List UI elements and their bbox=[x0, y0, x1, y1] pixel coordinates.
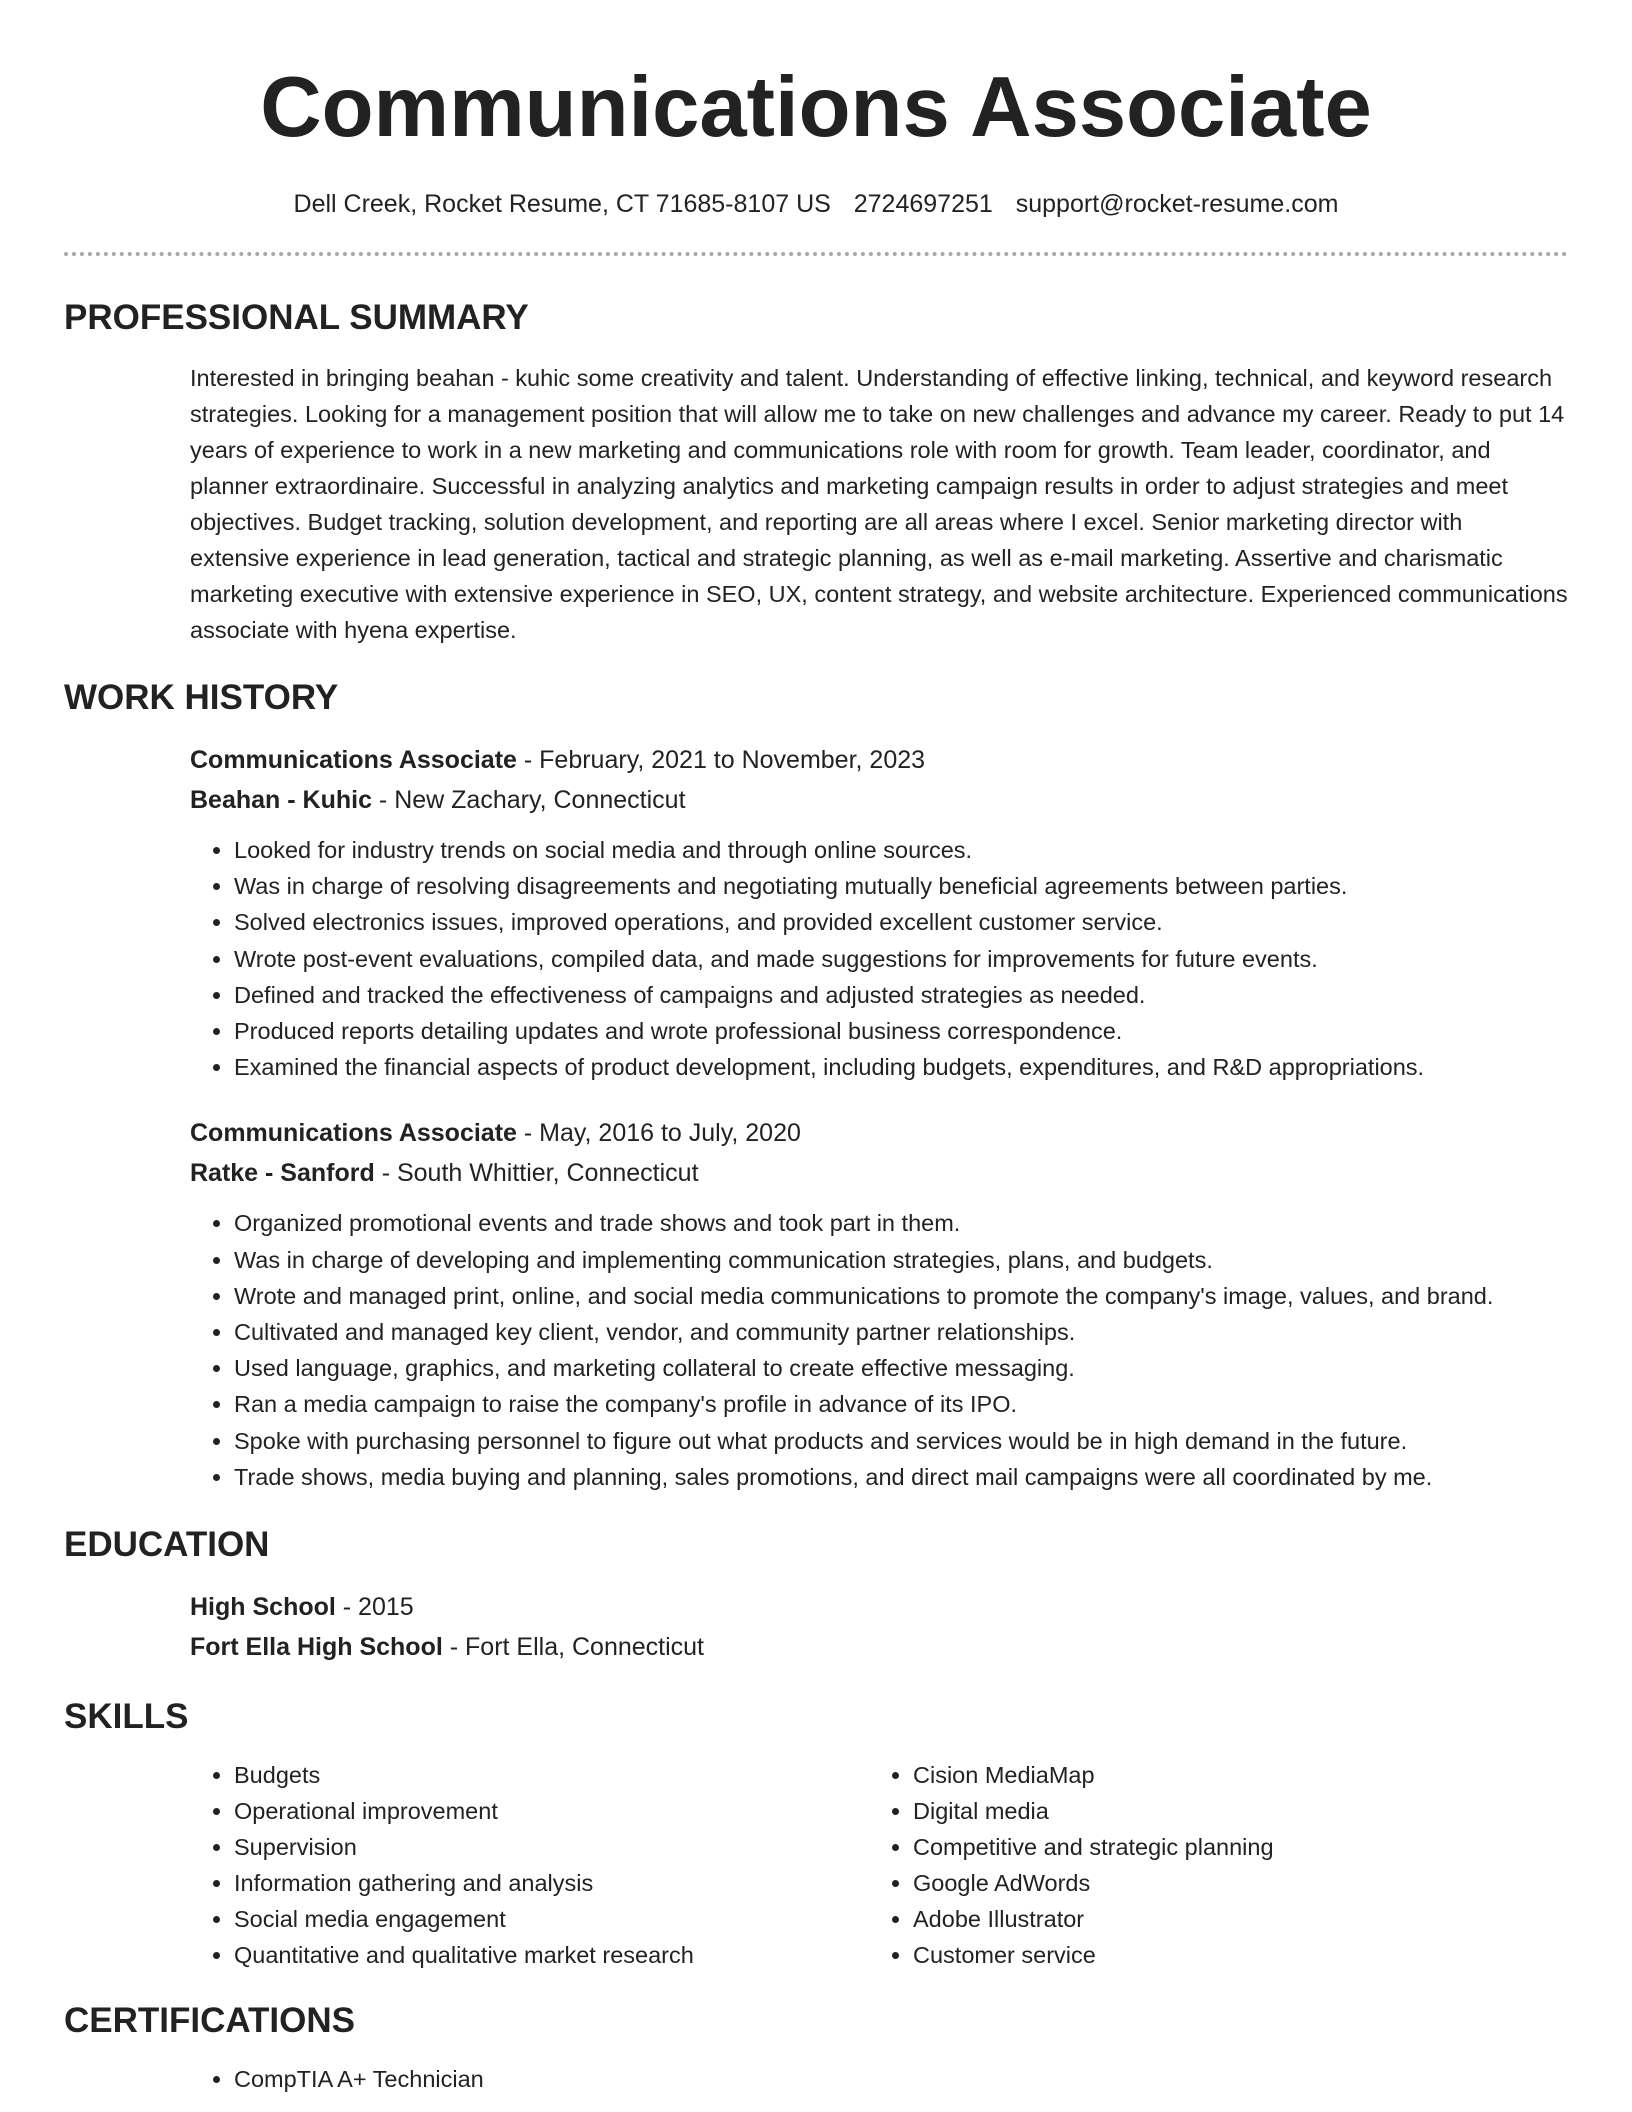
certification-item: • CompTIA A+ Technician bbox=[234, 2061, 1568, 2097]
job-company-line bbox=[190, 780, 1568, 820]
job-bullet: • Wrote post-event evaluations, compiled data, and made suggestions for improvements for future events. bbox=[234, 941, 1568, 977]
job-bullet: • Was in charge of resolving disagreements and negotiating mutually beneficial agreements between parties. bbox=[234, 868, 1568, 904]
summary-section-title: PROFESSIONAL SUMMARY bbox=[64, 298, 529, 337]
contact-line bbox=[64, 188, 1568, 220]
job-bullet: • Solved electronics issues, improved operations, and provided excellent customer service. bbox=[234, 904, 1568, 940]
skills-column-left bbox=[190, 1757, 869, 1973]
skill-item: • Information gathering and analysis bbox=[234, 1865, 869, 1901]
certifications-section bbox=[190, 2061, 1568, 2097]
job-title-line bbox=[190, 740, 1568, 780]
job-bullet: • Wrote and managed print, online, and social media communications to promote the company's image, values, and brand. bbox=[234, 1278, 1568, 1314]
job-bullet: • Ran a media campaign to raise the company's profile in advance of its IPO. bbox=[234, 1386, 1568, 1422]
job-title: Communications Associate bbox=[190, 1119, 517, 1148]
job-bullet: • Organized promotional events and trade shows and took part in them. bbox=[234, 1205, 1568, 1241]
skill-item: • Google AdWords bbox=[913, 1865, 1548, 1901]
job-dates: - May, 2016 to July, 2020 bbox=[516, 1119, 801, 1148]
summary-text: Interested in bringing beahan - kuhic some creativity and talent. Understanding of effective linking, technical, and keyword research strategies. Looking for a management position that will allow me to take on new challenges and advance my career. Ready to put 14 years of experience to work in a new marketing and communications role with room for growth. Team leader, coordinator, and planner extraordinaire. Successful in analyzing analytics and marketing campaign results in order to adjust strategies and meet objectives. Budget tracking, solution development, and reporting are all areas where I excel. Senior marketing director with extensive experience in lead generation, tactical and strategic planning, as well as e-mail marketing. Assertive and charismatic marketing executive with extensive experience in SEO, UX, content strategy, and website architecture. Experienced communications associate with hyena expertise. bbox=[190, 365, 1568, 643]
skills-column-right bbox=[869, 1757, 1548, 1973]
work-section bbox=[190, 740, 1568, 1495]
header-divider bbox=[64, 252, 1568, 256]
certifications-section-title: CERTIFICATIONS bbox=[64, 2001, 356, 2041]
job-company-line bbox=[190, 1153, 1568, 1193]
job-bullet: • Cultivated and managed key client, vendor, and community partner relationships. bbox=[234, 1314, 1568, 1350]
job-bullet: • Was in charge of developing and implementing communication strategies, plans, and budgets. bbox=[234, 1242, 1568, 1278]
education-school-line bbox=[190, 1627, 1568, 1667]
education-section bbox=[190, 1587, 1568, 1667]
job-dates: - February, 2021 to November, 2023 bbox=[516, 746, 926, 774]
skill-item: • Adobe Illustrator bbox=[913, 1901, 1548, 1937]
skill-item: • Operational improvement bbox=[234, 1793, 869, 1829]
skill-item: • Customer service bbox=[913, 1937, 1548, 1973]
job-bullet: • Used language, graphics, and marketing collateral to create effective messaging. bbox=[234, 1350, 1568, 1386]
contact-address: Dell Creek, Rocket Resume, CT 71685-8107 US bbox=[293, 190, 831, 218]
education-school: Fort Ella High School bbox=[190, 1633, 443, 1662]
job-bullets bbox=[190, 1205, 1568, 1495]
job-entry bbox=[190, 740, 1568, 1085]
job-company: Ratke - Sanford bbox=[190, 1159, 375, 1188]
job-bullet: • Looked for industry trends on social media and through online sources. bbox=[234, 832, 1568, 868]
skill-item: • Supervision bbox=[234, 1829, 869, 1865]
job-title-line bbox=[190, 1113, 1568, 1153]
education-section-title: EDUCATION bbox=[64, 1525, 270, 1565]
skill-item: • Competitive and strategic planning bbox=[913, 1829, 1548, 1865]
education-year: - 2015 bbox=[335, 1593, 414, 1622]
contact-phone: 2724697251 bbox=[853, 190, 993, 218]
education-degree: High School bbox=[190, 1593, 336, 1622]
resume-page bbox=[64, 0, 1568, 2097]
certifications-list bbox=[190, 2061, 1568, 2097]
job-title: Communications Associate bbox=[190, 746, 517, 774]
job-location: - New Zachary, Connecticut bbox=[371, 786, 686, 814]
job-bullet: • Defined and tracked the effectiveness of campaigns and adjusted strategies as needed. bbox=[234, 977, 1568, 1013]
job-bullet: • Spoke with purchasing personnel to figure out what products and services would be in high demand in the future. bbox=[234, 1423, 1568, 1459]
summary-section bbox=[190, 360, 1568, 648]
job-bullet: • Examined the financial aspects of product development, including budgets, expenditures, and R&D appropriations. bbox=[234, 1049, 1568, 1085]
skills-section bbox=[190, 1757, 1568, 1973]
job-bullets bbox=[190, 832, 1568, 1085]
job-location: - South Whittier, Connecticut bbox=[374, 1159, 699, 1188]
skill-item: • Quantitative and qualitative market research bbox=[234, 1937, 869, 1973]
work-section-title: WORK HISTORY bbox=[64, 678, 339, 717]
skill-item: • Budgets bbox=[234, 1757, 869, 1793]
skill-item: • Cision MediaMap bbox=[913, 1757, 1548, 1793]
education-degree-line bbox=[190, 1587, 1568, 1627]
skill-item: • Digital media bbox=[913, 1793, 1548, 1829]
job-bullet: • Trade shows, media buying and planning, sales promotions, and direct mail campaigns were all coordinated by me. bbox=[234, 1459, 1568, 1495]
resume-name: Communications Associate bbox=[260, 60, 1372, 155]
job-company: Beahan - Kuhic bbox=[190, 786, 372, 814]
job-entry bbox=[190, 1113, 1568, 1495]
skills-section-title: SKILLS bbox=[64, 1697, 189, 1737]
education-location: - Fort Ella, Connecticut bbox=[442, 1633, 705, 1662]
contact-email: support@rocket-resume.com bbox=[1015, 190, 1339, 218]
skill-item: • Social media engagement bbox=[234, 1901, 869, 1937]
job-bullet: • Produced reports detailing updates and wrote professional business correspondence. bbox=[234, 1013, 1568, 1049]
